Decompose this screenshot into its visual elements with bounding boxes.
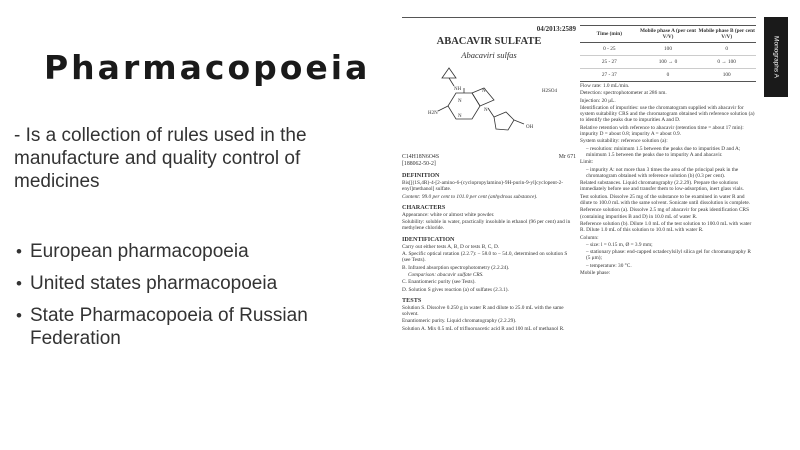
identification-c: C. Enantiomeric purity (see Tests). <box>402 279 476 286</box>
bullet-item: • State Pharmacopoeia of Russian Federation <box>14 304 386 350</box>
cyclopropyl-ring <box>442 68 456 78</box>
structure-drawing <box>402 62 576 154</box>
top-rule <box>402 17 756 18</box>
characters-heading: CHARACTERS <box>402 203 446 211</box>
table-row <box>580 43 756 56</box>
molecular-weight: Mr 671 <box>558 154 576 160</box>
identification-b: B. Infrared absorption spectrophotometry (2.2.24). <box>402 264 510 271</box>
identification-b-comparison: Comparison: abacavir sulfate CRS. <box>408 271 484 278</box>
nh-label: NH <box>454 87 462 92</box>
hydroxyl-label: OH <box>526 125 534 130</box>
identification-a: A. Specific optical rotation (2.2.7): − 58.0 to − 54.0, determined on solution S (see Tests). <box>402 251 568 264</box>
table-cell: 0 <box>666 72 670 78</box>
identification-d: D. Solution S gives reaction (a) of sulfates (2.3.1). <box>402 286 509 293</box>
column-size-text: – size: l = 0.15 m, Ø = 3.9 mm; <box>586 241 653 248</box>
monograph-code: 04/2013:2589 <box>536 25 576 33</box>
bullet-list <box>14 240 386 359</box>
cas-number: [188062-50-2] <box>402 161 436 167</box>
sulfuric-acid-label: H2SO4 <box>542 89 558 94</box>
monographs-side-tab <box>764 17 788 97</box>
bond <box>449 78 454 86</box>
solution-a-text: Solution A. Mix 0.5 mL of trifluoroacetic acid R and 100 mL of methanol R. <box>402 325 565 332</box>
detection-text: Detection: spectrophotometer at 286 nm. <box>580 90 667 97</box>
formula-row <box>402 154 576 161</box>
related-substances-text: Related substances. Liquid chromatography (2.2.29). Prepare the solutions immediately before use and transfer them to low-adsorption, inert glass vials. <box>580 180 744 193</box>
flow-rate-text: Flow rate: 1.0 mL/min. <box>580 83 630 89</box>
table-header-cell: Time (min) <box>596 31 623 37</box>
monograph-right-column <box>580 25 756 276</box>
solubility-text: Solubility: soluble in water, practically insoluble in ethanol (96 per cent) and in methylene chloride. <box>402 219 571 232</box>
enantiomeric-purity-text: Enantiomeric purity. Liquid chromatography (2.2.29). <box>402 318 517 325</box>
nitrogen-label: N <box>484 108 488 113</box>
table-cell: 0 <box>725 46 728 52</box>
monograph-latin-name: Abacaviri sulfas <box>461 50 517 60</box>
table-header-cell: Mobile phase A (per cent V/V) <box>639 28 697 40</box>
bullet-item: • United states pharmacopoeia <box>14 272 386 295</box>
injection-text: Injection: 20 μL. <box>580 97 616 104</box>
table-cell: 100 <box>722 72 731 78</box>
monograph-page-image <box>402 17 756 450</box>
chemical-structure <box>402 62 576 154</box>
gradient-table <box>580 25 756 82</box>
table-cell: 100 → 0 <box>658 59 678 65</box>
identification-intro: Carry out either tests A, B, D or tests B, C, D. <box>402 243 500 250</box>
table-header-cell: Mobile phase B (per cent V/V) <box>698 28 755 40</box>
temperature-text: – temperature: 30 °C. <box>586 262 632 269</box>
monograph-name: ABACAVIR SULFATE <box>436 36 542 47</box>
bond <box>488 108 494 117</box>
definition-text: Bis[[(1S,4R)-4-[2-amino-6-(cyclopropylamino)-9H-purin-9-yl]cyclopent-2-enyl]methanol] sulfate. <box>402 180 564 193</box>
definition-heading: DEFINITION <box>402 172 440 179</box>
appearance-text: Appearance: white or almost white powder. <box>402 211 495 218</box>
stationary-phase-text: – stationary phase: end-capped octadecylsilyl silica gel for chromatography R (5 μm); <box>586 249 751 262</box>
table-row <box>580 56 756 69</box>
slide-intro: - Is a collection of rules used in the manufacture and quality control of medicines <box>14 125 307 192</box>
table-cell: 0 - 25 <box>603 46 616 52</box>
reference-solution-b-text: Reference solution (b). Dilute 1.0 mL of the test solution to 100.0 mL with water R. Dilute 1.0 mL of this solution to 10.0 mL with water R. <box>580 220 752 234</box>
nitrogen-label: N <box>458 99 462 104</box>
limit-label: Limit: <box>580 159 594 166</box>
slide-title: Pharmacopoeia <box>44 48 371 87</box>
bullet-item: • European pharmacopoeia <box>14 240 386 263</box>
tests-heading: TESTS <box>402 296 422 304</box>
molecular-formula: C14H18N6O4S <box>402 154 440 160</box>
test-solution-text: Test solution. Dissolve 25 mg of the substance to be examined in water R and dilute to 100.0 mL with the same solvent. Sonicate until dissolution is complete. <box>580 193 751 207</box>
monograph-left-column <box>402 25 576 332</box>
identification-heading: IDENTIFICATION <box>402 235 455 243</box>
nitrogen-label: N <box>458 114 462 119</box>
mobile-phase-label: Mobile phase: <box>580 270 611 277</box>
resolution-text: – resolution: minimum 1.5 between the peaks due to impurities D and A; minimum 1.5 between the peaks due to impurity A and abacavir. <box>586 145 741 158</box>
content-text: Content: 99.0 per cent to 101.0 per cent (anhydrous substance). <box>402 193 538 200</box>
peak-identification-text: Identification of impurities: use the chromatogram supplied with abacavir for system suitability CRS and the chromatogram obtained with reference solution (a) to identify the peaks due to impurities A and D. <box>580 104 755 124</box>
pyrimidine-ring <box>448 93 480 119</box>
table-cell: 0 → 100 <box>717 59 736 65</box>
table-header-row <box>580 26 756 43</box>
reference-solution-a-text: Reference solution (a). Dissolve 2.5 mg of abacavir for peak identification CRS (containing impurities B and D) in 10.0 mL of water R. <box>580 207 750 220</box>
impurity-a-limit-text: – impurity A: not more than 3 times the area of the principal peak in the chromatogram obtained with reference solution (b) (0.3 per cent). <box>586 166 739 179</box>
cyclopentene-ring <box>494 112 514 130</box>
table-row <box>580 69 756 81</box>
side-tab-label: Monographs A <box>772 36 780 78</box>
solution-s-text: Solution S. Dissolve 0.250 g in water R and dilute to 25.0 mL with the same solvent. <box>402 304 564 318</box>
bond <box>438 106 448 111</box>
system-suitability-text: System suitability: reference solution (a): <box>580 138 668 145</box>
table-cell: 100 <box>664 46 672 52</box>
bond <box>514 120 524 124</box>
amino-label: H2N <box>428 111 438 116</box>
nitrogen-label: N <box>482 89 486 94</box>
table-cell: 25 - 27 <box>601 59 617 65</box>
column-label: Column: <box>580 234 599 241</box>
relative-retention-text: Relative retention with reference to abacavir (retention time = about 17 min): impurity D = about 0.8; impurity A = about 0.9. <box>580 124 744 138</box>
table-cell: 27 - 37 <box>601 72 617 78</box>
